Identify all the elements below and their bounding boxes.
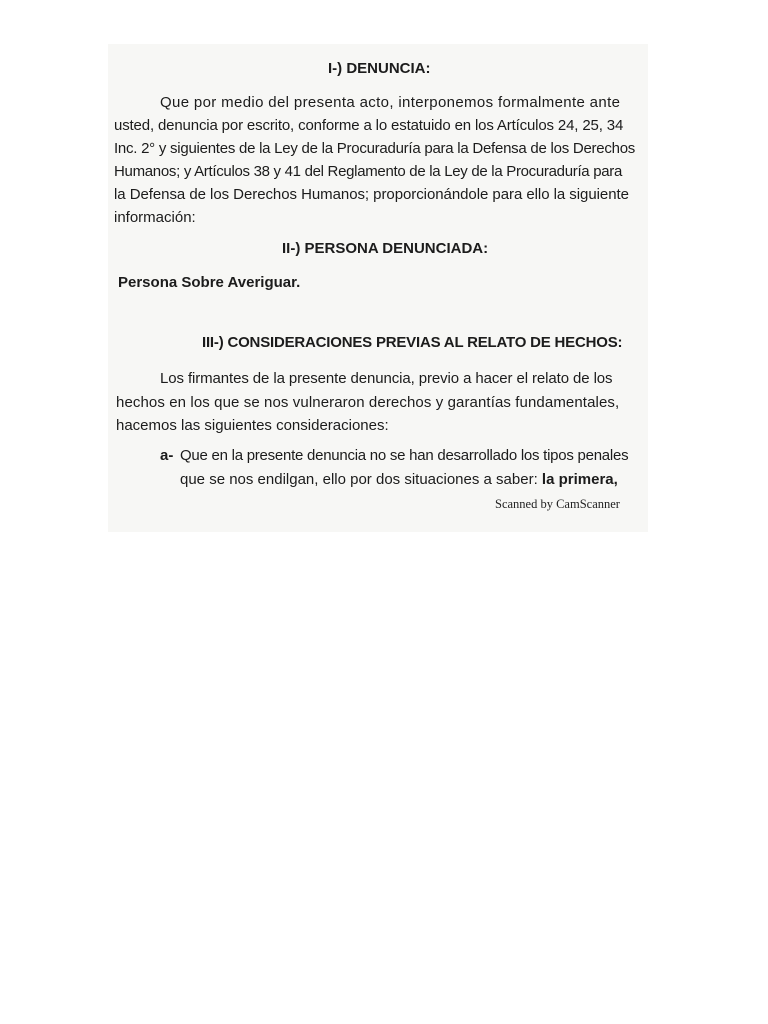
section-3-line: Los firmantes de la presente denuncia, previo a hacer el relato de los: [160, 370, 613, 387]
list-item-a-line1: Que en la presente denuncia no se han desarrollado los tipos penales: [180, 447, 629, 464]
section-3-line: hacemos las siguientes consideraciones:: [116, 417, 389, 434]
section-1-line: usted, denuncia por escrito, conforme a lo estatuido en los Artículos 24, 25, 34: [114, 117, 624, 134]
list-item-a-bold-text: la primera,: [541, 471, 618, 488]
section-1-line: Humanos; y Artículos 38 y 41 del Reglamento de la Ley de la Procuraduría para: [114, 163, 623, 180]
list-item-a-text: que se nos endilgan, ello por dos situaciones a saber:: [180, 471, 538, 488]
section-1-heading: I-) DENUNCIA:: [328, 60, 431, 77]
section-3-line: hechos en los que se nos vulneraron derechos y garantías fundamentales,: [116, 394, 620, 411]
section-1-line: la Defensa de los Derechos Humanos; proporcionándole para ello la siguiente: [114, 186, 629, 203]
section-1-line: información:: [114, 209, 196, 226]
section-2-heading: II-) PERSONA DENUNCIADA:: [282, 240, 489, 257]
section-1-line: Inc. 2° y siguientes de la Ley de la Procuraduría para la Defensa de los Derechos: [114, 140, 636, 157]
scanner-watermark: Scanned by CamScanner: [495, 497, 620, 511]
list-marker: a-: [160, 447, 174, 464]
section-1-line: Que por medio del presenta acto, interponemos formalmente ante: [160, 94, 621, 111]
list-item-a-line2: [180, 471, 618, 489]
section-3-heading: III-) CONSIDERACIONES PREVIAS AL RELATO DE HECHOS:: [202, 334, 623, 351]
section-2-body: Persona Sobre Averiguar.: [118, 274, 301, 291]
